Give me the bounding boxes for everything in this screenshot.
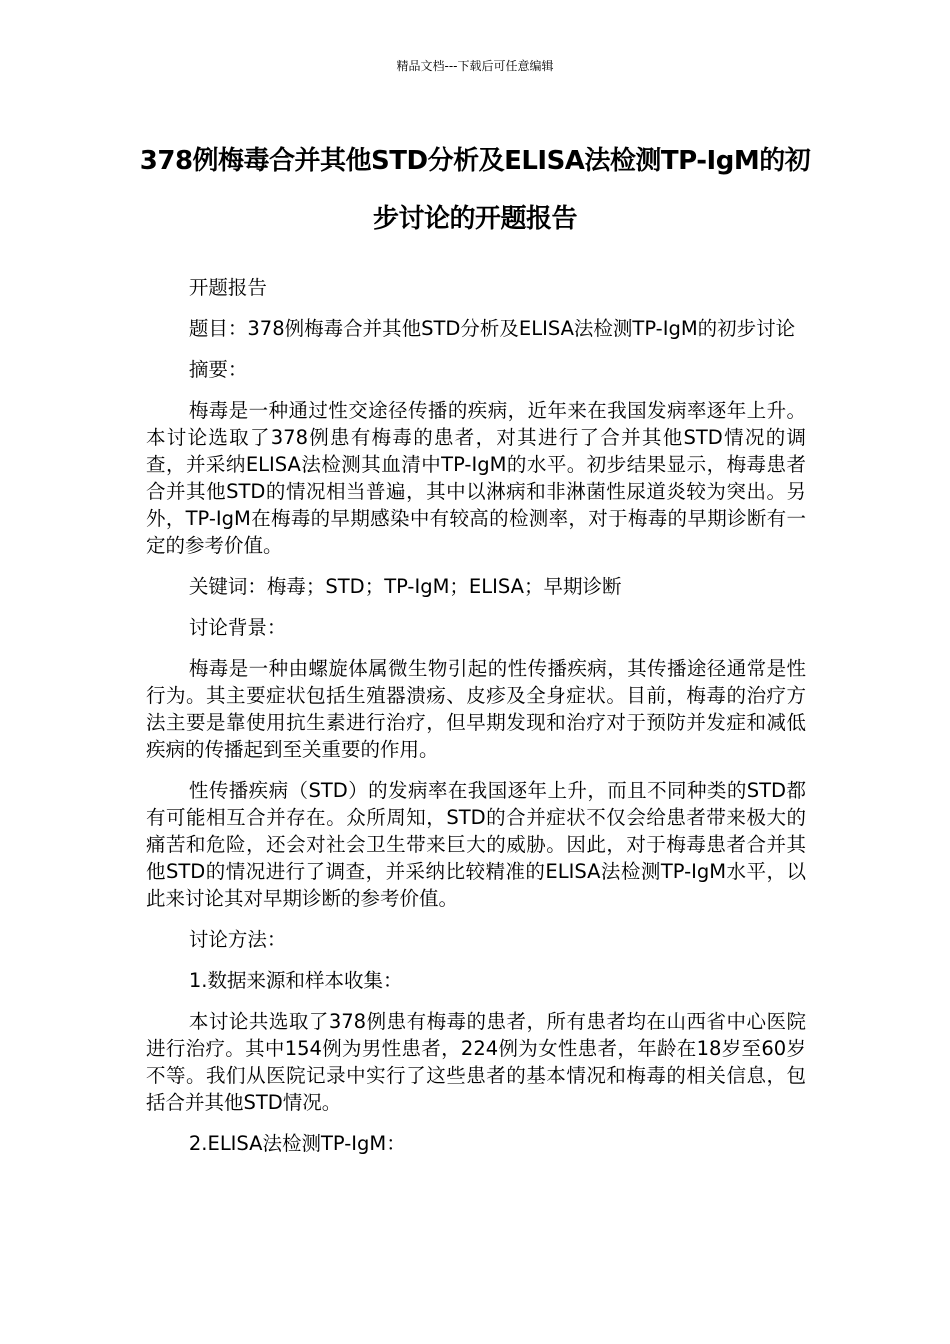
abstract-paragraph: 梅毒是一种通过性交途径传播的疾病，近年来在我国发病率逐年上升。本讨论选取了378例患有梅毒的患者，对其进行了合并其他STD情况的调查，并采纳ELISA法检测其血清中TP-IgM的水平。初步结果显示，梅毒患者合并其他STD的情况相当普遍，其中以淋病和非淋菌性尿道炎较为突出。另外，TP-IgM在梅毒的早期感染中有较高的检测率，对于梅毒的早期诊断有一定的参考价值。 [146, 399, 806, 557]
header-note: 精品文档---下载后可任意编辑 [396, 59, 554, 73]
document-body [146, 274, 806, 1171]
background-paragraph-2: 性传播疾病（STD）的发病率在我国逐年上升，而且不同种类的STD都有可能相互合并存在。众所周知，STD的合并症状不仅会给患者带来极大的痛苦和危险，还会对社会卫生带来巨大的威胁。因此，对于梅毒患者合并其他STD的情况进行了调查，并采纳比较精准的ELISA法检测TP-IgM水平，以此来讨论其对早期诊断的参考价值。 [146, 779, 806, 910]
method-1-paragraph: 本讨论共选取了378例患有梅毒的患者，所有患者均在山西省中心医院进行治疗。其中154例为男性患者，224例为女性患者，年龄在18岁至60岁不等。我们从医院记录中实行了这些患者的基本情况和梅毒的相关信息，包括合并其他STD情况。 [146, 1010, 806, 1114]
background-paragraph-1: 梅毒是一种由螺旋体属微生物引起的性传播疾病，其传播途径通常是性行为。其主要症状包括生殖器溃疡、皮疹及全身症状。目前，梅毒的治疗方法主要是靠使用抗生素进行治疗，但早期发现和治疗对于预防并发症和减低疾病的传播起到至关重要的作用。 [146, 657, 806, 761]
method-2-label: 2.ELISA法检测TP-IgM： [188, 1132, 406, 1155]
method-1-label: 1.数据来源和样本收集： [188, 969, 403, 992]
background-label: 讨论背景： [188, 616, 287, 639]
topic-paragraph: 题目：378例梅毒合并其他STD分析及ELISA法检测TP-IgM的初步讨论 [188, 317, 796, 340]
keywords-paragraph: 关键词：梅毒；STD；TP-IgM；ELISA；早期诊断 [188, 575, 622, 598]
methods-label: 讨论方法： [188, 928, 287, 951]
report-label: 开题报告 [188, 276, 267, 299]
document-title: 378例梅毒合并其他STD分析及ELISA法检测TP-IgM的初步讨论的开题报告 [139, 146, 811, 234]
abstract-label: 摘要： [188, 358, 248, 381]
